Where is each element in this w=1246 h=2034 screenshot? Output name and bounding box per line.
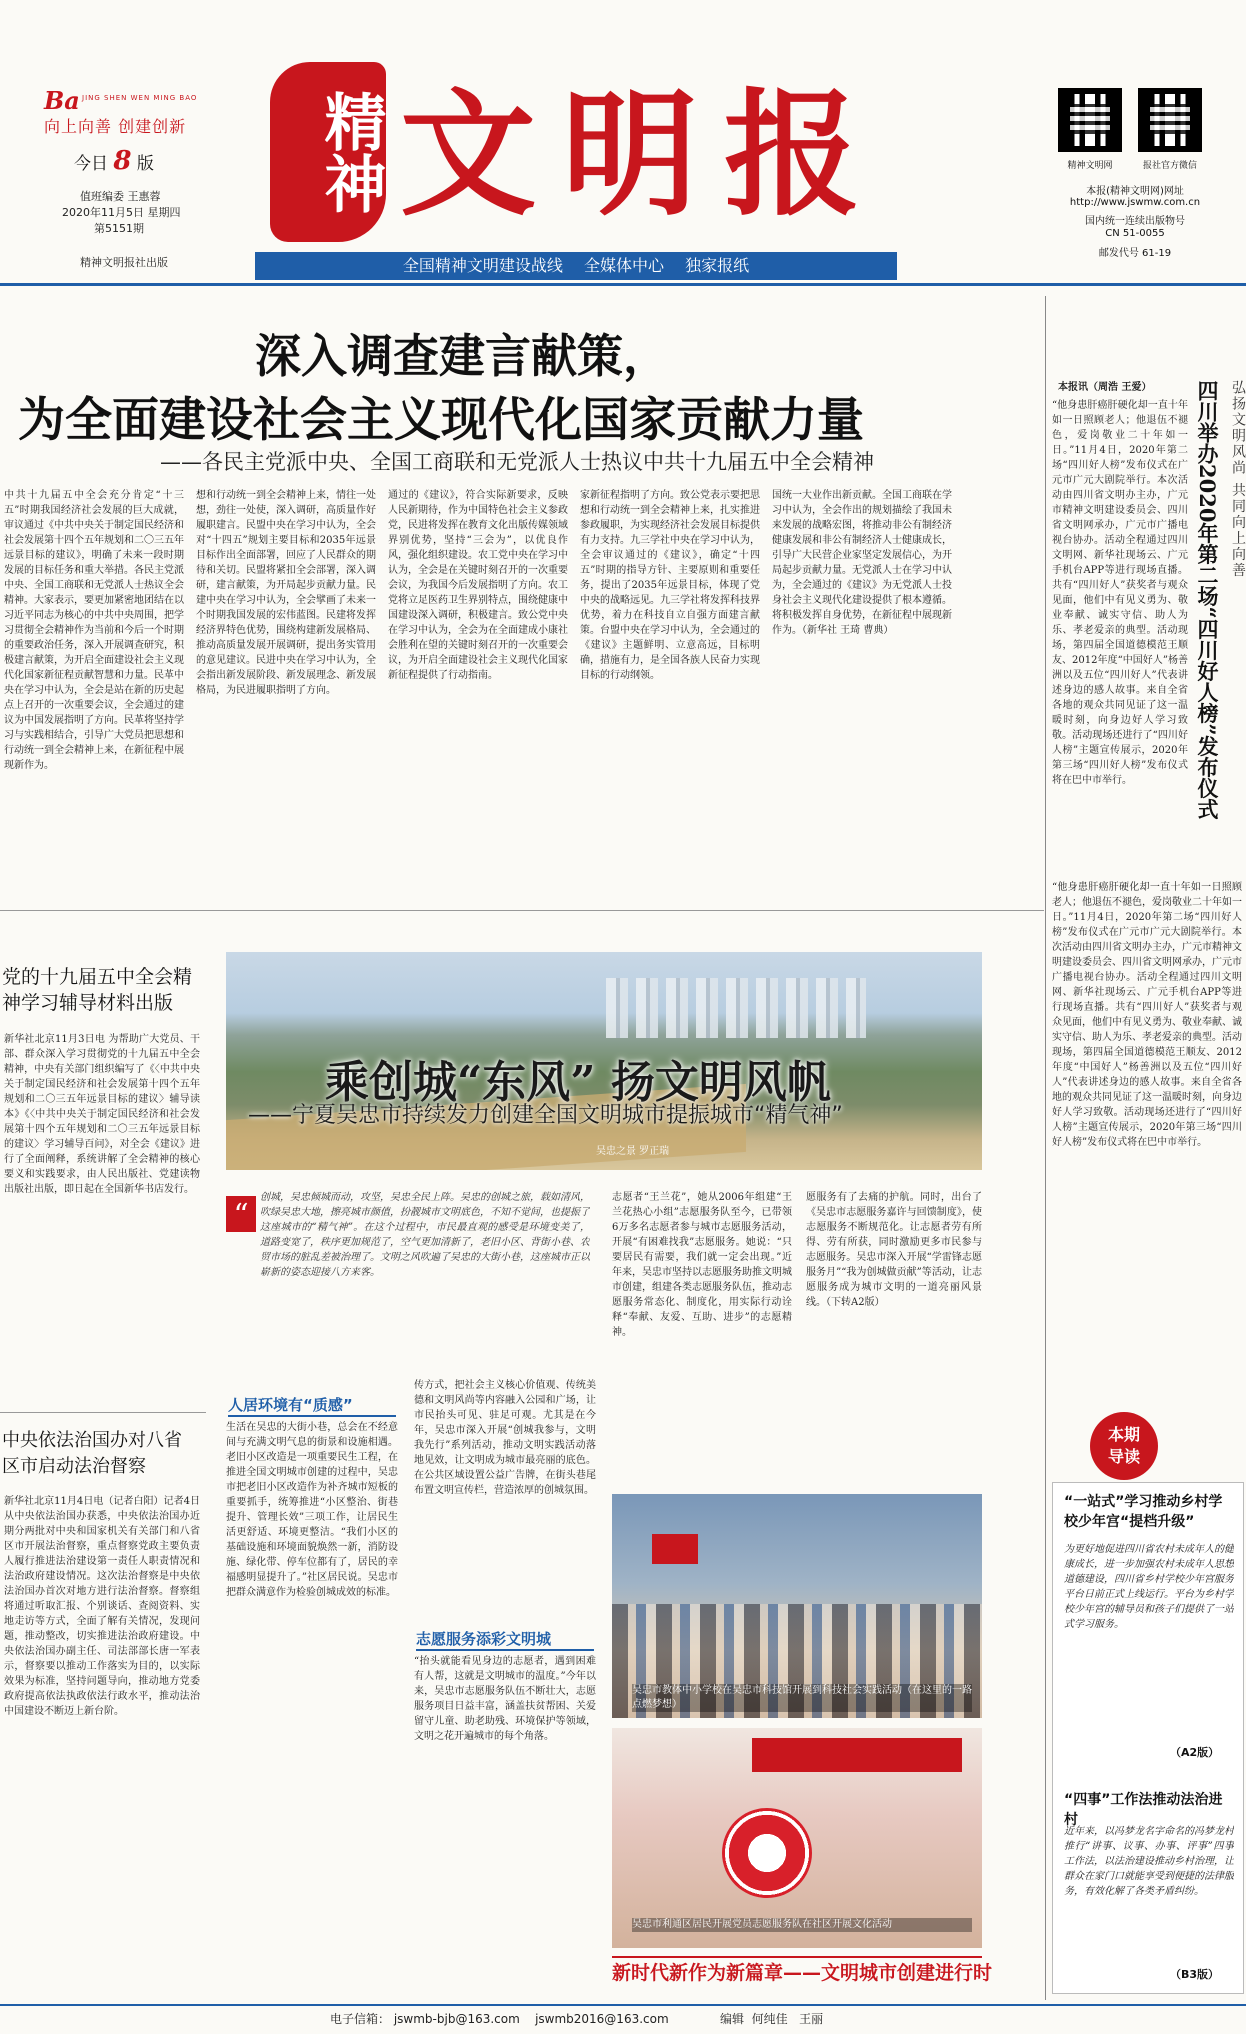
footer-email: 电子信箱： jswmb-bjb@163.com jswmb2016@163.com [330, 2012, 669, 2026]
sub-heading-volunteer [416, 1628, 594, 1651]
paper-cut-circle [722, 1808, 812, 1898]
sub-heading-text: 人居环境有“质感” [228, 1396, 353, 1414]
lead-column-3: 通过的《建议》，符合实际新要求，反映人民新期待，作为中国特色社会主义参政党，民进将发挥在教育文化出版传媒领域界别优势，坚持“三会为”，以优良作风，强化组织建设。农工党中央在学习中认为，全会是在关键时刻召开的一次重要会议，为我国今后发展指明了方向。农工党将立足医药卫生界别特点，围绕健康中国建设深入调研，积极建言。致公党中央在学习中认为，全会为在全面建成小康社会胜利在望的关键时刻召开的一次重要会议，为开启全面建设社会主义现代化国家新征程提供了行动指南。 [388, 490, 568, 681]
feature-column-b: 传方式，把社会主义核心价值观、传统美德和文明风尚等内容融入公园和广场，让市民抬头可见、驻足可观。尤其是在今年，吴忠市深入开展“创城我参与，文明我先行”系列活动，推动文明实践活动落地见效，让文明成为城市最亮丽的底色。在公共区域设置公益广告牌，在街头巷尾布置文明宣传栏，营造浓厚的创城氛围。 [414, 1380, 596, 1496]
photo1-caption: 吴忠市教体中小学校在吴忠市科技馆开展到科技社会实践活动（在这里的一路点燃梦想） [632, 1685, 972, 1710]
guide-badge: 本期 导读 [1090, 1412, 1158, 1480]
cn-number: CN 51-0055 [1105, 228, 1165, 239]
sub-heading-living [228, 1394, 396, 1417]
guide-item-1-page[interactable]: （A2版） [1170, 1746, 1220, 1759]
red-banner [752, 1738, 962, 1772]
feature-photo-credit: 吴忠之景 罗正瑞 [596, 1146, 670, 1157]
site-label: 本报(精神文明网)网址 [1086, 186, 1184, 197]
feature-column-c: 志愿者“王兰花”，她从2006年组建“王兰花热心小组”志愿服务队至今，已带领6万多名志愿者参与城市志愿服务活动，开展“有困难找我”志愿服务。她说：“只要居民有需要，我们就一定会出现。”近年来，吴忠市坚持以志愿服务助推文明城市创建，组建各类志愿服务队伍，推动志愿服务常态化、制度化，用实际行动诠释“奉献、友爱、互助、进步”的志愿精神。 [612, 1192, 792, 1338]
right-body: “他身患肝癌肝硬化却一直十年如一日照顾老人；他退伍不褪色，爱岗敬业二十年如一日。”11月4日，2020年第二场“四川好人榜”发布仪式在广元市广元大剧院举行。本次活动由四川省文明办主办，广元市精神文明建设委员会、四川省文明网承办，广元市广播电视台协办。活动全程通过四川文明网、新华社现场云、广元手机台APP等进行现场直播。共有“四川好人”获奖者与观众见面，他们中有见义勇为、敬业奉献、诚实守信、助人为乐、孝老爱亲的典型。活动现场，第四届全国道德模范王顺友、2012年度“中国好人”杨善洲以及五位“四川好人”代表讲述身边的感人故事。来自全省各地的观众共同见证了这一温暖时刻，向身边好人学习致敬。活动现场还进行了“四川好人榜”主题宣传展示，2020年第三场“四川好人榜”发布仪式将在巴中市举行。 [1052, 400, 1188, 786]
feature-column-a: 生活在吴忠的大街小巷，总会在不经意间与充满文明气息的街景和设施相遇。老旧小区改造是一项重要民生工程，在推进全国文明城市创建的过程中，吴忠市把老旧小区改造作为补齐城市短板的重要抓手，统筹推进“小区整治、街巷提升、管理长效”三项工作，让居民生活更舒适、环境更整洁。“我们小区的基础设施和环境面貌焕然一新，消防设施、绿化带、停车位都有了，居民的幸福感明显提升了。”社区居民说。吴忠市把群众满意作为检验创城成效的标准。 [226, 1422, 398, 1598]
masthead-logo-title: 文明报 [400, 75, 886, 235]
flag-red [652, 1534, 698, 1564]
section-divider [0, 1412, 206, 1413]
footer-email-1[interactable]: jswmb-bjb@163.com [393, 2012, 520, 2026]
site-url: http://www.jswmw.com.cn [1069, 197, 1201, 208]
left-bottom-body: 新华社北京11月4日电（记者白阳）记者4日从中央依法治国办获悉，中央依法治国办近期分两批对中央和国家机关有关部门和八省区市开展法治督察，重点督察党政主要负责人履行推进法治建设第一责任人职责情况和法治政府建设情况。这次法治督察是中央依法治国办首次对地方进行法治督察。督察组将通过听取汇报、个别谈话、查阅资料、实地走访等方式，全面了解有关情况，发现问题，推动整改，切实推进法治政府建设。中央依法治国办副主任、司法部部长唐一军表示，督察要以推动工作落实为目的，以实际效果为标准，坚持问题导向，推动地方党委政府提高依法执政依法行政水平，推动法治中国建设不断迈上新台阶。 [4, 1496, 200, 1717]
page-count: 8 [113, 146, 132, 176]
masthead-divider [0, 283, 1246, 286]
feature-intro: 创城，吴忠倾城而动，攻坚，吴忠全民上阵。吴忠的创城之旅，载如清风，吹绿吴忠大地，擦亮城市颜值，扮靓城市文明底色，不知不觉间，也提振了这座城市的“精气神”。在这个过程中，市民最直观的感受是环境变美了，道路变宽了，秩序更加规范了，空气更加清新了，老旧小区、背街小巷、农贸市场的脏乱差被治理了。文明之风吹遍了吴忠的大街小巷，这座城市正以崭新的姿态迎接八方来客。 [260, 1192, 590, 1278]
right-headline: 四川举办2020年第二场“四川好人榜”发布仪式 [1195, 380, 1220, 820]
qr-code-icon [1058, 88, 1122, 152]
feature-headline: 乘创城“东风” 扬文明风帆 [325, 1057, 831, 1108]
footer-editors: 编辑 何纯佳 王丽 [720, 2012, 824, 2026]
feature-column-b2: “抬头就能看见身边的志愿者，遇到困难有人帮，这就是文明城市的温度。”今年以来，吴忠市志愿服务队伍不断壮大，志愿服务项目日益丰富，涵盖扶贫帮困、关爱留守儿童、助老助残、环境保护等领域，文明之花开遍城市的每个角落。 [414, 1656, 596, 1742]
photo2-caption: 吴忠市利通区居民开展党员志愿服务队在社区开展文化活动 [632, 1918, 972, 1932]
lead-headline-2: 为全面建设社会主义现代化国家贡献力量 [18, 393, 864, 448]
today-pages: 今日 8 版 [74, 146, 154, 176]
lead-column-4: 家新征程指明了方向。致公党表示要把思想和行动统一到全会精神上来，扎实推进参政履职，为实现经济社会发展目标提供有力支持。九三学社中央在学习中认为，全会审议通过的《建议》，确定“十四五”时期的指导方针、主要原则和重要任务，提出了2035年远景目标，体现了党中央的战略远见。九三学社将发挥科技界优势，着力在科技自立自强方面建言献策。台盟中央在学习中认为，全会通过的《建议》主题鲜明、立意高远，目标明确，措施有力，是全国各族人民奋力实现目标的行动纲领。 [580, 490, 760, 681]
guide-item-1-title[interactable]: “一站式”学习推动乡村学校少年宫“提档升级” [1064, 1494, 1223, 1530]
students-science-photo [612, 1494, 982, 1718]
section-divider [0, 910, 1044, 911]
masthead-logo-red: 精神 [270, 62, 386, 242]
feature-banner: 新时代新作为新篇章——文明城市创建进行时 [612, 1956, 982, 1988]
left-mid-body: 新华社北京11月3日电 为帮助广大党员、干部、群众深入学习贯彻党的十九届五中全会精神，中央有关部门组织编写了《〈中共中央关于制定国民经济和社会发展第十四个五年规划和二〇三五年远景目标的建议〉辅导读本》《〈中共中央关于制定国民经济和社会发展第十四个五年规划和二〇三五年远景目标的建议〉学习辅导百问》，对全会《建议》进行了全面阐释，系统讲解了全会精神的核心要义和实践要求，由人民出版社、党建读物出版社出版，即日起在全国新华书店发行。 [4, 1034, 200, 1195]
lead-column-1: 中共十九届五中全会充分肯定“十三五”时期我国经济社会发展的巨大成就，审议通过《中共中央关于制定国民经济和社会发展第十四个五年规划和二〇三五年远景目标的建议》，明确了未来一段时期发展的目标任务和重大举措。各民主党派中央、全国工商联和无党派人士热议全会精神。大家表示，要更加紧密地团结在以习近平同志为核心的中共中央周围，把学习贯彻全会精神作为当前和今后一个时期的重要政治任务，深入开展调查研究，积极建言献策，为开启全面建设社会主义现代化国家新征程贡献智慧和力量。民革中央在学习中认为，全会是站在新的历史起点上召开的一次重要会议，全会通过的建议为中国发展指明了方向。民革将坚持学习与实践相结合，引导广大党员把思想和行动统一到全会精神上来，在新征程中展现新作为。 [4, 490, 184, 771]
guide-item-1-body: 为更好地促进四川省农村未成年人的健康成长，进一步加强农村未成年人思想道德建设，四川省乡村学校少年宫服务平台日前正式上线运行。平台为乡村学校少年宫的辅导员和孩子们提供了一站式学习服务。 [1064, 1544, 1234, 1630]
sub-heading-text: 志愿服务添彩文明城 [416, 1630, 552, 1648]
lead-column-5: 国统一大业作出新贡献。全国工商联在学习中认为，全会作出的规划描绘了我国未来发展的战略宏图，将推动非公有制经济健康发展和非公有制经济人士健康成长，引导广大民营企业家坚定发展信心，为开局起步贡献力量。无党派人士在学习中认为，全会通过的《建议》为无党派人士投身社会主义现代化建设提供了根本遵循。将积极发挥自身优势，在新征程中展现新作为。（新华社 王琦 曹典） [772, 490, 952, 636]
cn-label: 国内统一连续出版物号 [1085, 216, 1185, 227]
post-code: 邮发代号 61-19 [1098, 248, 1172, 259]
masthead-pinyin: JING SHEN WEN MING BAO [82, 94, 198, 102]
qr-label: 报社官方微信 [1142, 161, 1197, 171]
feature-quote-icon: “ [226, 1196, 256, 1232]
feature-column-d: 愿服务有了去痛的护航。同时，出台了《吴忠市志愿服务嘉许与回馈制度》，使志愿服务不断规范化。让志愿者劳有所得、劳有所获，同时激励更多市民参与志愿服务。吴忠市深入开展“学雷锋志愿服务月”“我为创城做贡献”等活动，让志愿服务成为城市文明的一道亮丽风景线。（下转A2版） [806, 1192, 982, 1308]
community-activity-photo [612, 1728, 982, 1948]
duty-editor: 值班编委 王惠蓉 [80, 190, 161, 203]
left-bottom-headline: 中央依法治国办对八省区市启动法治督察 [2, 1430, 182, 1477]
right-byline: 本报讯（周浩 王爱） [1058, 382, 1152, 393]
building-cluster [606, 978, 866, 1038]
lead-column-2: 想和行动统一到全会精神上来，情往一处想，劲往一处使，深入调研，高质量作好履职建言。民盟中央在学习中认为，全会对“十四五”规划主要目标和2035年远景目标作出全面部署，回应了人民群众的期待和关切。民盟将紧扣全会部署，深入调研，建言献策，为开局起步贡献力量。民建中央在学习中认为，全会擘画了未来一个时期我国发展的宏伟蓝图。民建将发挥经济界特色优势，围绕构建新发展格局、推动高质量发展开展调研，提出务实管用的意见建议。民进中央在学习中认为，全会指出新发展阶段、新发展理念、新发展格局，为民进履职指明了方向。 [196, 490, 376, 696]
guide-item-2-title[interactable]: “四事”工作法推动法治进村 [1064, 1792, 1223, 1828]
qr-label: 精神文明网 [1067, 161, 1113, 171]
masthead [0, 0, 1246, 280]
masthead-slogan: 向上向善 创建创新 [44, 117, 187, 136]
lead-headline-1: 深入调查建言献策， [255, 329, 669, 383]
right-column-divider [1045, 296, 1046, 2000]
issue-number: 第5151期 [94, 222, 144, 235]
right-side-slogan: 弘扬文明风尚 共同向上向善 [1230, 380, 1246, 579]
feature-subhead: ——宁夏吴忠市持续发力创建全国文明城市提振城市“精气神” [248, 1103, 843, 1128]
footer-divider [0, 2004, 1246, 2006]
footer-email-2[interactable]: jswmb2016@163.com [535, 2012, 669, 2026]
left-mid-headline: 党的十九届五中全会精神学习辅导材料出版 [2, 966, 193, 1014]
issue-date: 2020年11月5日 星期四 [62, 206, 181, 219]
guide-item-2-page[interactable]: （B3版） [1170, 1968, 1220, 1981]
guide-item-2-body: 近年来，以冯梦龙名字命名的冯梦龙村推行“讲事、议事、办事、评事”四事工作法，以法治建设推动乡村治理，让群众在家门口就能享受到便捷的法律服务，有效化解了各类矛盾纠纷。 [1064, 1826, 1234, 1897]
lead-subhead: ——各民主党派中央、全国工商联和无党派人士热议中共十九届五中全会精神 [160, 450, 874, 474]
masthead-blue-bar: 全国精神文明建设战线 全媒体中心 独家报纸 [255, 252, 897, 280]
right-body-cont: “他身患肝癌肝硬化却一直十年如一日照顾老人；他退伍不褪色，爱岗敬业二十年如一日。”11月4日，2020年第二场“四川好人榜”发布仪式在广元市广元大剧院举行。本次活动由四川省文明办主办，广元市精神文明建设委员会、四川省文明网承办，广元市广播电视台协办。活动全程通过四川文明网、新华社现场云、广元手机台APP等进行现场直播。共有“四川好人”获奖者与观众见面，他们中有见义勇为、敬业奉献、诚实守信、助人为乐、孝老爱亲的典型。活动现场，第四届全国道德模范王顺友、2012年度“中国好人”杨善洲以及五位“四川好人”代表讲述身边的感人故事。来自全省各地的观众共同见证了这一温暖时刻，向身边好人学习致敬。活动现场还进行了“四川好人榜”主题宣传展示，2020年第三场“四川好人榜”发布仪式将在巴中市举行。 [1052, 882, 1242, 1148]
publisher: 精神文明报社出版 [80, 256, 168, 269]
qr-code-icon [1138, 88, 1202, 152]
small-logo-icon: Ba [44, 86, 80, 115]
